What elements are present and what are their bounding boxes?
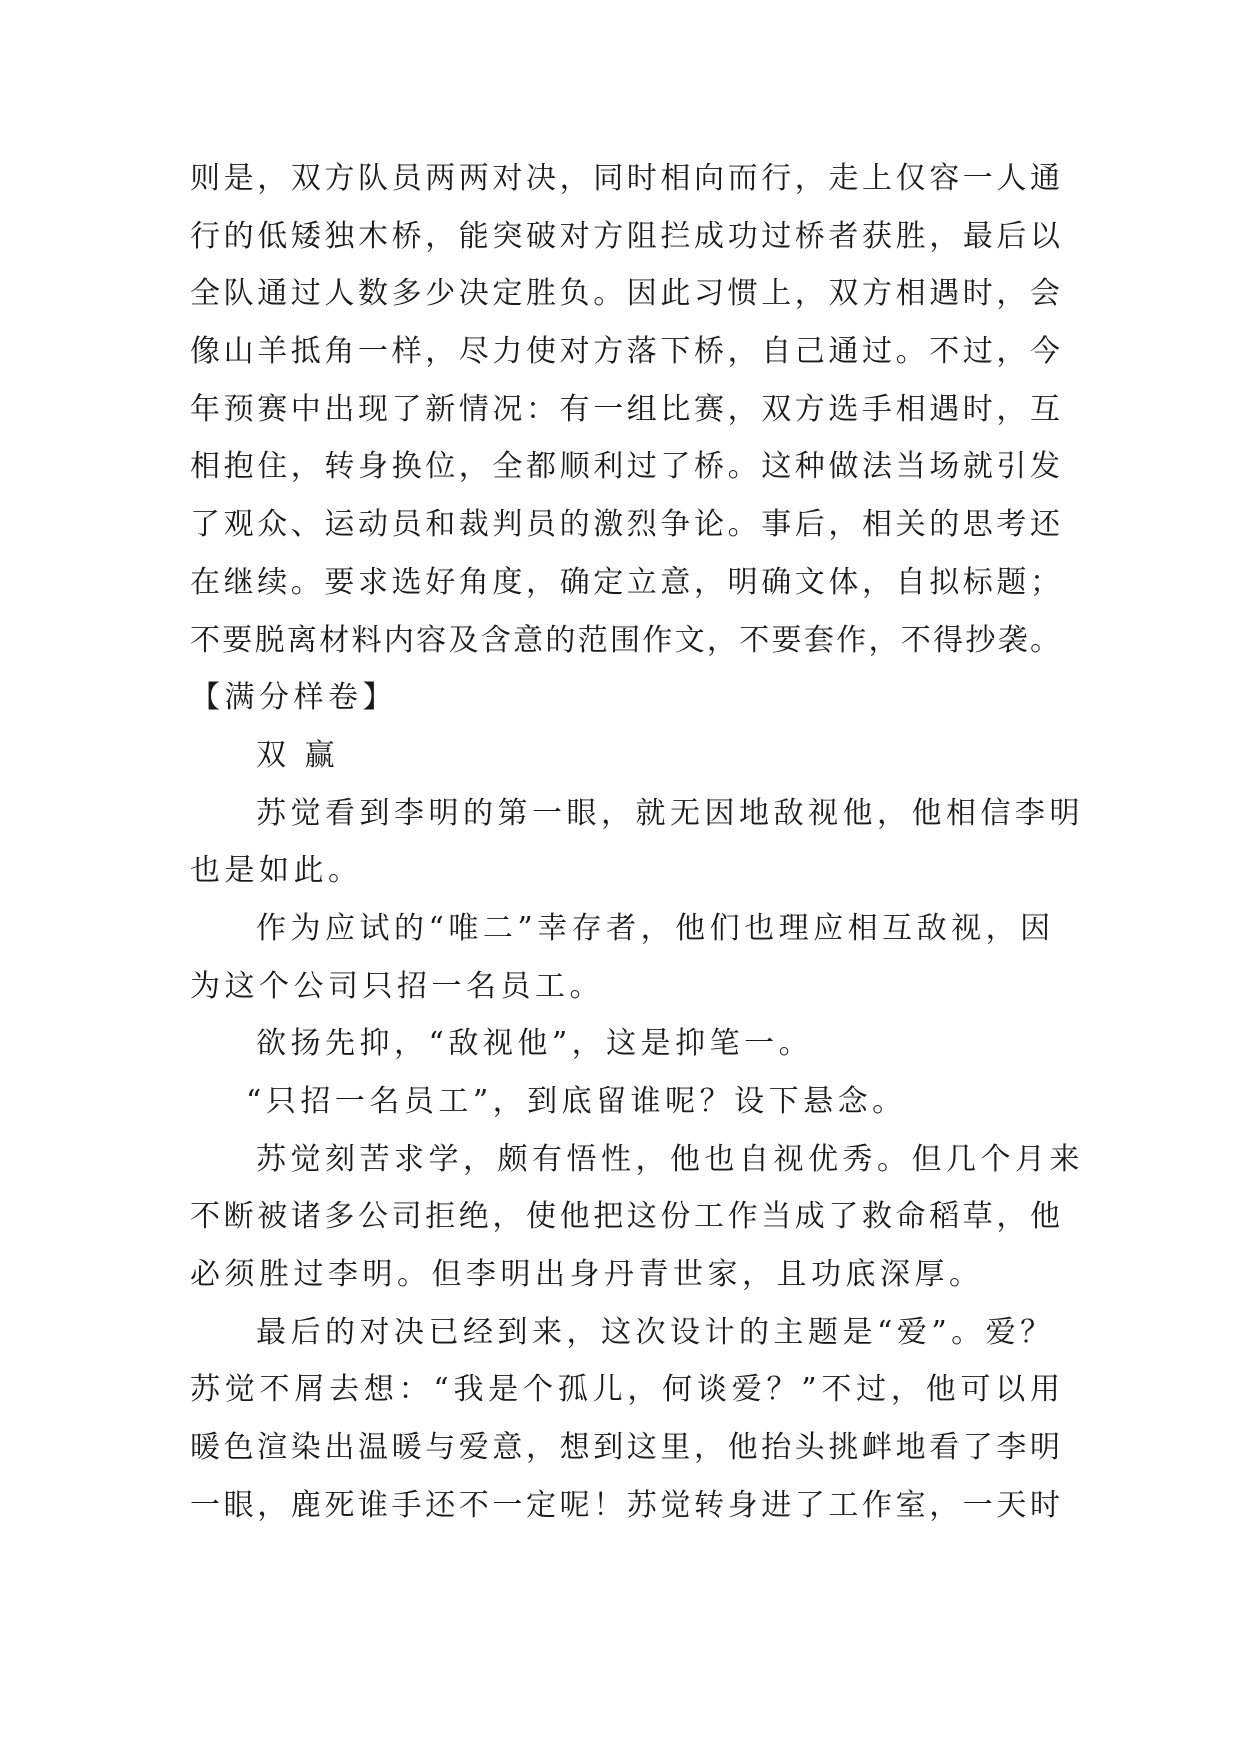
essay-line: 作为应试的“唯二”幸存者，他们也理应相互敌视，因 [256, 910, 1055, 946]
essay-line: 也是如此。 [190, 853, 363, 889]
section-header: 【满分样卷】 [190, 680, 397, 716]
prompt-line: 像山羊抵角一样，尽力使对方落下桥，自己通过。不过，今 [190, 334, 1060, 370]
essay-title: 双 赢 [256, 737, 340, 773]
essay-line: 苏觉刻苦求学，颇有悟性，他也自视优秀。但几个月来 [256, 1141, 1084, 1177]
prompt-line: 相抱住，转身换位，全都顺利过了桥。这种做法当场就引发 [190, 449, 1060, 485]
prompt-line: 在继续。要求选好角度，确定立意，明确文体，自拟标题； [190, 564, 1060, 600]
document-body [190, 150, 1084, 1535]
prompt-line: 不要脱离材料内容及含意的范围作文，不要套作，不得抄袭。 [190, 622, 1060, 658]
essay-line: 必须胜过李明。但李明出身丹青世家，且功底深厚。 [190, 1257, 984, 1293]
essay-line: 苏觉看到李明的第一眼，就无因地敌视他，他相信李明 [256, 795, 1084, 831]
essay-line: “只招一名员工”，到底留谁呢？设下悬念。 [246, 1084, 907, 1119]
prompt-line: 全队通过人数多少决定胜负。因此习惯上，双方相遇时，会 [190, 276, 1060, 312]
essay-line: 欲扬先抑，“敌视他”，这是抑笔一。 [256, 1026, 814, 1062]
essay-line: 不断被诸多公司拒绝，使他把这份工作当成了救命稻草，他 [190, 1199, 1060, 1235]
essay-line: 苏觉不屑去想：“我是个孤儿，何谈爱？”不过，他可以用 [190, 1372, 1060, 1408]
prompt-line: 行的低矮独木桥，能突破对方阻拦成功过桥者获胜，最后以 [190, 218, 1060, 254]
essay-line: 暖色渲染出温暖与爱意，想到这里，他抬头挑衅地看了李明 [190, 1430, 1060, 1466]
prompt-line: 年预赛中出现了新情况：有一组比赛，双方选手相遇时，互 [190, 391, 1060, 427]
essay-line: 最后的对决已经到来，这次设计的主题是“爱”。爱？ [256, 1314, 1055, 1350]
prompt-line: 了观众、运动员和裁判员的激烈争论。事后，相关的思考还 [190, 507, 1060, 543]
essay-line: 一眼，鹿死谁手还不一定呢！苏觉转身进了工作室，一天时 [190, 1487, 1060, 1523]
essay-line: 为这个公司只招一名员工。 [190, 968, 604, 1004]
prompt-line: 则是，双方队员两两对决，同时相向而行，走上仅容一人通 [190, 161, 1060, 196]
